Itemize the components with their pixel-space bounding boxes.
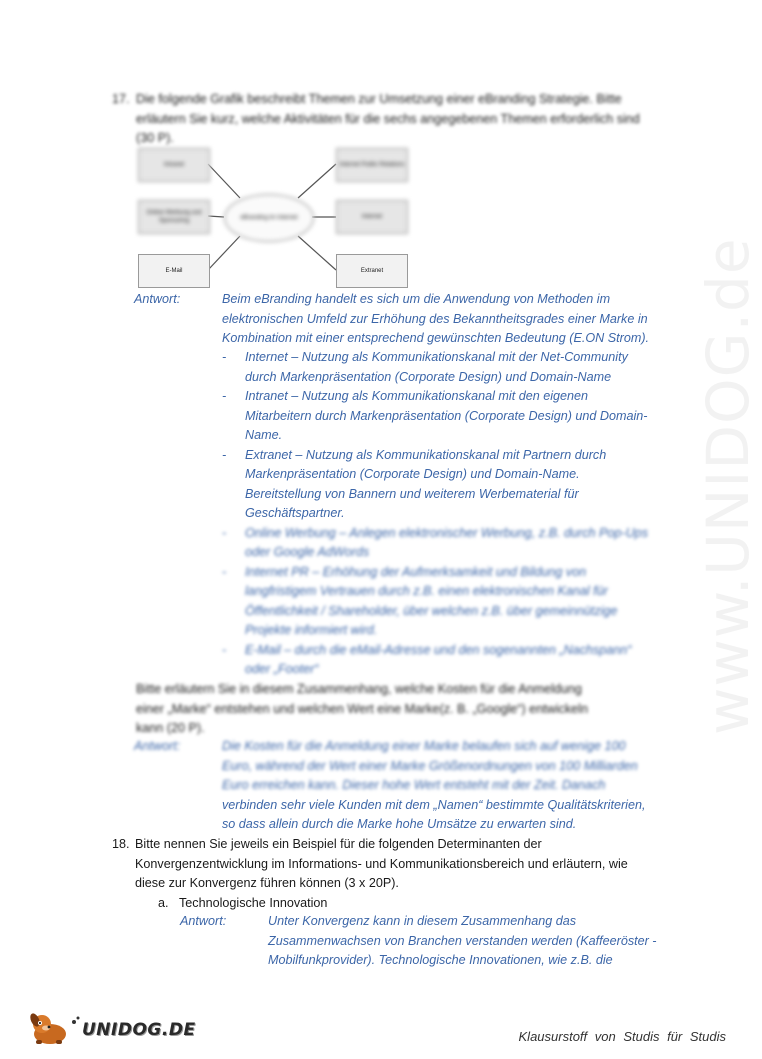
box-internet: Internet — [336, 200, 408, 234]
list-item: - Intranet – Nutzung als Kommunikationskanal mit den eigenen Mitarbeitern durch Markenpräsentation (Corporate Design) und Domain- Name. — [222, 389, 648, 442]
dog-mascot-icon — [24, 1012, 80, 1046]
question-number: 18. — [112, 837, 130, 851]
question-number: 17. — [112, 92, 130, 106]
footer-tagline: Klausurstoff von Studis für Studis — [518, 1029, 726, 1044]
answer-label: Antwort: — [134, 739, 181, 753]
list-item: - Internet – Nutzung als Kommunikationskanal mit der Net-Community durch Markenpräsentation (Corporate Design) und Domain-Name — [222, 350, 628, 384]
box-online-werbung: Online Werbung und Sponsoring — [138, 200, 210, 234]
box-internet-pr: Internet Public Relations — [336, 148, 408, 182]
answer-bullets — [222, 348, 648, 680]
question-17-followup: Bitte erläutern Sie in diesem Zusammenhang, welche Kosten für die Anmeldung einer „Marke“ entstehen und welchen Wert eine Marke(z. B. „Google“) entwickeln kann (20 P). — [136, 682, 588, 735]
question-17 — [112, 90, 672, 150]
box-email: E-Mail — [138, 254, 210, 288]
unidog-logo — [24, 1012, 196, 1046]
answer-3: Unter Konvergenz kann in diesem Zusammenhang das Zusammenwachsen von Branchen verstanden werden (Kaffeeröster - Mobilfunkprovider). Technologische Innovationen, wie z.B. die — [268, 914, 657, 967]
list-item: - Extranet – Nutzung als Kommunikationskanal mit Partnern durch Markenpräsentation (Corporate Design) und Domain-Name. Bereitstellung von Bannern und weiterem Werbematerial für Geschäftspartner. — [222, 447, 607, 520]
answer-label: Antwort: — [134, 292, 181, 306]
watermark: www.UNIDOG.de — [694, 237, 762, 735]
answer-label: Antwort: — [180, 914, 227, 928]
box-extranet: Extranet — [336, 254, 408, 288]
list-item: - E-Mail – durch die eMail-Adresse und den sogenannten „Nachspann“ oder „Footer“ — [222, 642, 632, 676]
answer-2: Die Kosten für die Anmeldung einer Marke belaufen sich auf wenige 100 Euro, während der Wert einer Marke Größenordnungen von 100 Milliarden Euro erreichen kann. Dieser hohe Wert entsteht mit der Zeit. Danach verbinden sehr viele Kunden mit dem „Namen“ bestimmte Qualitätskriterien, so dass allein durch die Marke hohe Umsätze zu erwarten sind. — [222, 739, 646, 831]
center-ellipse: eBranding im Internet — [224, 194, 314, 242]
logo-text: UNIDOG.DE — [82, 1020, 196, 1040]
question-text: Die folgende Grafik beschreibt Themen zur Umsetzung einer eBranding Strategie. Bitte erläutern Sie kurz, welche Aktivitäten für die sechs angegebenen Themen erforderlich sind (30 P). — [136, 92, 640, 145]
box-intranet: Intranet — [138, 148, 210, 182]
document-page: www.UNIDOG.de 17. Die folgende Grafik beschreibt Themen zur Umsetzung einer eBranding Strategie. Bitte erläutern Sie kurz, welche Aktivitäten für die sechs angegebenen Themen erforderlich sind (30 P). Intranet Online Werbung und Sponsoring E-Mail Internet Public Relations Internet Extranet eBranding im Internet Antwort: Beim eBranding handelt es sich um die Anwendung von Methoden im elektronischen Umfeld zur Erhöhung des Bekanntheitsgrades einer Marke in Kombination mit einer entsprechend gewünschten Bedeutung (E.ON Strom). - Internet – Nutzung als Kommunikationskanal mit der Net-Community durch Markenpräsentation (Corporate Design) und Domain-Name - Intranet – Nutzung als Kommunikationskanal mit den eigenen Mitarbeitern durch Markenpräsentation (Corporate Design) und Domain- Name. - Extranet – Nutzung als Kommunikationskanal mit Partnern durch Markenpräsentation (Corporate Design) und Domain-Name. Bereitstellung von Bannern und weiterem Werbematerial für Geschäftspartner. - Online Werbung – Anlegen elektronischer Werbung, z.B. durch Pop-Ups oder Google AdWords - Internet PR – Erhöhung der Aufmerksamkeit und Bildung von langfristigem Vertrauen durch z.B. einen elektronischen Kanal für Öffentlichkeit / Shareholder, über welchen z.B. über gemeinnützige Projekte informiert wird. - E-Mail – durch die eMail-Adresse und den sogenannten „Nachspann“ oder „Footer“ Bitte erläutern Sie in diesem Zusammenhang, welche Kosten für die Anmeldung einer „Marke“ entstehen und welchen Wert eine Marke(z. B. „Google“) entwickeln kann (20 P). Antwort: Die Kosten für die Anmeldung einer Marke belaufen sich auf wenige 100 Euro, während der Wert einer Marke Größenordnungen von 100 Milliarden Euro erreichen kann. Dieser hohe Wert entsteht mit der Zeit. Danach verbinden sehr viele Kunden mit dem „Namen“ bestimmte Qualitätskriterien, so dass allein durch die Marke hohe Umsätze zu erwarten sind. 18. Bitte nennen Sie jeweils ein Beispiel für die folgenden Determinanten der Konvergenzentwicklung im Informations- und Kommunikationsbereich und erläutern, wie diese zur Konvergenz führen können (3 x 20P). a. Technologische Innovation Antwort: Unter Konvergenz kann in diesem Zusammenhang das Zusammenwachsen von Branchen verstanden werden (Kaffeeröster - Mobilfunkprovider). Technologische Innovationen, wie z.B. die UNIDOG.DE Klausurstoff von Studis für Studis — [0, 0, 750, 1059]
list-item: - Online Werbung – Anlegen elektronischer Werbung, z.B. durch Pop-Ups oder Google AdWords — [222, 525, 648, 559]
list-item: - Internet PR – Erhöhung der Aufmerksamkeit und Bildung von langfristigem Vertrauen durch z.B. einen elektronischen Kanal für Öffentlichkeit / Shareholder, über welchen z.B. über gemeinnützige Projekte informiert wird. — [222, 564, 618, 637]
ebranding-diagram — [136, 146, 411, 288]
question-text: Bitte nennen Sie jeweils ein Beispiel für die folgenden Determinanten der Konvergenzentwicklung im Informations- und Kommunikationsbereich und erläutern, wie diese zur Konvergenz führen können (3 x 20P). — [135, 837, 628, 890]
answer-intro: Beim eBranding handelt es sich um die Anwendung von Methoden im elektronischen Umfeld zur Erhöhung des Bekanntheitsgrades einer Marke in Kombination mit einer entsprechend gewünschten Bedeutung (E.ON Strom). — [222, 292, 650, 345]
